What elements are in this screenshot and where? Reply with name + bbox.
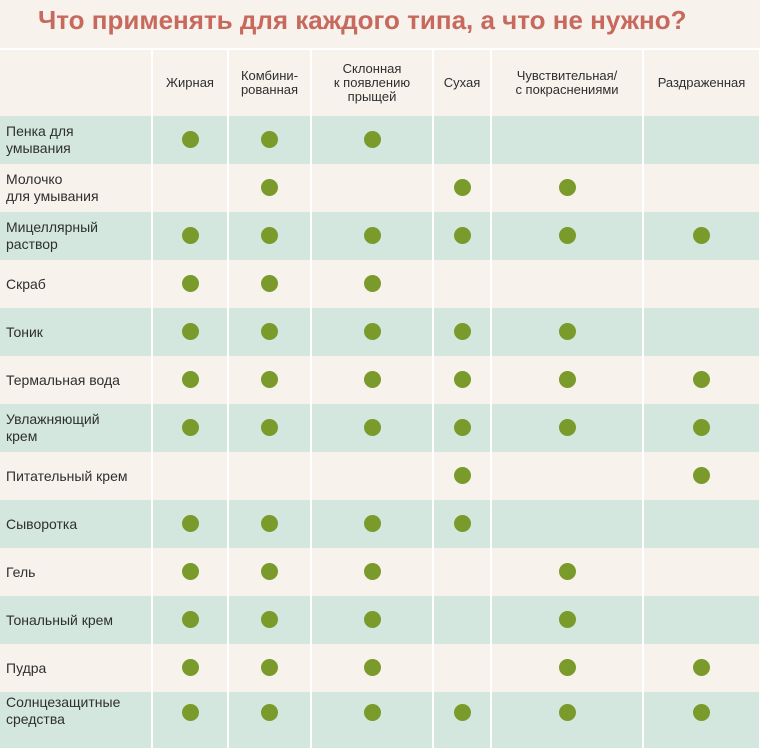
header-row xyxy=(0,49,760,116)
recommended-dot-icon xyxy=(182,323,199,340)
table-cell xyxy=(311,644,433,692)
recommended-dot-icon xyxy=(261,227,278,244)
recommended-dot-icon xyxy=(364,704,381,721)
table-cell xyxy=(643,692,760,748)
recommended-dot-icon xyxy=(364,131,381,148)
table-cell xyxy=(433,308,491,356)
recommended-dot-icon xyxy=(454,323,471,340)
recommended-dot-icon xyxy=(182,563,199,580)
recommended-dot-icon xyxy=(364,563,381,580)
table-cell xyxy=(152,548,228,596)
table-cell xyxy=(491,500,643,548)
table-cell xyxy=(643,644,760,692)
table-row xyxy=(0,596,760,644)
table-cell xyxy=(433,500,491,548)
table-cell xyxy=(152,500,228,548)
column-header: Комбини- рованная xyxy=(228,49,311,116)
column-header: Раздраженная xyxy=(643,49,760,116)
recommended-dot-icon xyxy=(454,227,471,244)
product-name: Термальная вода xyxy=(0,356,152,404)
recommended-dot-icon xyxy=(693,227,710,244)
recommended-dot-icon xyxy=(261,704,278,721)
table-cell xyxy=(311,164,433,212)
table-row xyxy=(0,116,760,164)
table-cell xyxy=(311,356,433,404)
recommended-dot-icon xyxy=(364,323,381,340)
table-cell xyxy=(311,404,433,452)
recommended-dot-icon xyxy=(559,371,576,388)
table-cell xyxy=(228,116,311,164)
table-cell xyxy=(152,404,228,452)
column-header: Сухая xyxy=(433,49,491,116)
table-row xyxy=(0,164,760,212)
table-cell xyxy=(433,212,491,260)
table-cell xyxy=(152,692,228,748)
table-cell xyxy=(433,260,491,308)
product-name: Тональный крем xyxy=(0,596,152,644)
recommended-dot-icon xyxy=(182,131,199,148)
column-header: Жирная xyxy=(152,49,228,116)
recommended-dot-icon xyxy=(182,371,199,388)
table-cell xyxy=(491,596,643,644)
recommended-dot-icon xyxy=(261,515,278,532)
product-name: Молочко для умывания xyxy=(0,164,152,212)
table-cell xyxy=(433,596,491,644)
recommended-dot-icon xyxy=(454,371,471,388)
recommended-dot-icon xyxy=(364,275,381,292)
table-cell xyxy=(228,356,311,404)
product-name: Питательный крем xyxy=(0,452,152,500)
recommended-dot-icon xyxy=(454,179,471,196)
recommended-dot-icon xyxy=(182,611,199,628)
table-cell xyxy=(643,308,760,356)
table-cell xyxy=(643,212,760,260)
table-row xyxy=(0,692,760,748)
header-corner xyxy=(0,49,152,116)
table-cell xyxy=(491,644,643,692)
table-cell xyxy=(228,596,311,644)
table-cell xyxy=(491,308,643,356)
table-cell xyxy=(228,548,311,596)
recommended-dot-icon xyxy=(261,611,278,628)
recommended-dot-icon xyxy=(693,659,710,676)
table-cell xyxy=(643,260,760,308)
table-cell xyxy=(433,692,491,748)
table-cell xyxy=(491,452,643,500)
table-cell xyxy=(311,500,433,548)
column-header: Склонная к появлению прыщей xyxy=(311,49,433,116)
recommended-dot-icon xyxy=(454,467,471,484)
recommended-dot-icon xyxy=(182,275,199,292)
product-name: Пенка для умывания xyxy=(0,116,152,164)
product-name: Пудра xyxy=(0,644,152,692)
recommended-dot-icon xyxy=(364,419,381,436)
table-cell xyxy=(491,404,643,452)
table-cell xyxy=(311,212,433,260)
recommended-dot-icon xyxy=(559,179,576,196)
table-cell xyxy=(643,404,760,452)
product-name: Мицеллярный раствор xyxy=(0,212,152,260)
table-row xyxy=(0,548,760,596)
table-cell xyxy=(491,692,643,748)
table-cell xyxy=(433,116,491,164)
table-cell xyxy=(643,356,760,404)
recommended-dot-icon xyxy=(364,227,381,244)
table-row xyxy=(0,404,760,452)
table-cell xyxy=(152,164,228,212)
recommended-dot-icon xyxy=(261,275,278,292)
table-cell xyxy=(643,164,760,212)
recommended-dot-icon xyxy=(559,323,576,340)
table-cell xyxy=(228,308,311,356)
recommended-dot-icon xyxy=(559,659,576,676)
recommended-dot-icon xyxy=(454,704,471,721)
product-name: Тоник xyxy=(0,308,152,356)
table-cell xyxy=(228,500,311,548)
recommended-dot-icon xyxy=(182,659,199,676)
table-cell xyxy=(152,596,228,644)
table-cell xyxy=(311,260,433,308)
table-cell xyxy=(433,356,491,404)
table-cell xyxy=(228,212,311,260)
recommended-dot-icon xyxy=(182,419,199,436)
recommended-dot-icon xyxy=(454,419,471,436)
table-cell xyxy=(433,404,491,452)
recommended-dot-icon xyxy=(559,611,576,628)
product-name: Гель xyxy=(0,548,152,596)
table-row xyxy=(0,260,760,308)
recommended-dot-icon xyxy=(693,704,710,721)
table-row xyxy=(0,644,760,692)
product-name: Сыворотка xyxy=(0,500,152,548)
recommended-dot-icon xyxy=(261,323,278,340)
recommended-dot-icon xyxy=(693,467,710,484)
table-cell xyxy=(491,212,643,260)
recommended-dot-icon xyxy=(261,371,278,388)
table-row xyxy=(0,356,760,404)
table-cell xyxy=(433,164,491,212)
table-cell xyxy=(311,308,433,356)
table-cell xyxy=(228,644,311,692)
recommended-dot-icon xyxy=(261,659,278,676)
recommended-dot-icon xyxy=(454,515,471,532)
table-cell xyxy=(228,692,311,748)
table-cell xyxy=(643,548,760,596)
table-row xyxy=(0,308,760,356)
recommended-dot-icon xyxy=(261,563,278,580)
table-row xyxy=(0,500,760,548)
product-name: Увлажняющий крем xyxy=(0,404,152,452)
column-header: Чувствительная/ с покраснениями xyxy=(491,49,643,116)
recommended-dot-icon xyxy=(364,659,381,676)
table-cell xyxy=(433,548,491,596)
recommended-dot-icon xyxy=(261,419,278,436)
table-cell xyxy=(152,116,228,164)
table-cell xyxy=(491,164,643,212)
table-cell xyxy=(491,260,643,308)
table-cell xyxy=(491,548,643,596)
recommended-dot-icon xyxy=(559,704,576,721)
table-cell xyxy=(643,596,760,644)
table-cell xyxy=(643,500,760,548)
table-cell xyxy=(152,260,228,308)
recommended-dot-icon xyxy=(559,227,576,244)
recommended-dot-icon xyxy=(364,515,381,532)
table-cell xyxy=(228,164,311,212)
table-row xyxy=(0,452,760,500)
table-cell xyxy=(491,356,643,404)
recommended-dot-icon xyxy=(693,419,710,436)
skin-type-table xyxy=(0,48,760,748)
product-name: Скраб xyxy=(0,260,152,308)
table-cell xyxy=(228,260,311,308)
recommended-dot-icon xyxy=(559,563,576,580)
recommended-dot-icon xyxy=(559,419,576,436)
table-cell xyxy=(311,692,433,748)
table-cell xyxy=(433,452,491,500)
table-cell xyxy=(311,116,433,164)
recommended-dot-icon xyxy=(364,371,381,388)
recommended-dot-icon xyxy=(364,611,381,628)
recommended-dot-icon xyxy=(182,704,199,721)
table-cell xyxy=(311,596,433,644)
table-cell xyxy=(311,548,433,596)
table-cell xyxy=(433,644,491,692)
page-title: Что применять для каждого типа, а что не нужно? xyxy=(38,5,687,35)
table-cell xyxy=(152,308,228,356)
table-cell xyxy=(228,404,311,452)
table-cell xyxy=(228,452,311,500)
recommended-dot-icon xyxy=(182,227,199,244)
table-row xyxy=(0,212,760,260)
product-name: Солнцезащитные средства xyxy=(0,692,152,748)
table-cell xyxy=(152,356,228,404)
table-cell xyxy=(643,116,760,164)
recommended-dot-icon xyxy=(261,131,278,148)
recommended-dot-icon xyxy=(182,515,199,532)
table-cell xyxy=(311,452,433,500)
recommended-dot-icon xyxy=(693,371,710,388)
table-cell xyxy=(491,116,643,164)
table-cell xyxy=(152,452,228,500)
table-cell xyxy=(643,452,760,500)
recommended-dot-icon xyxy=(261,179,278,196)
table-cell xyxy=(152,212,228,260)
table-cell xyxy=(152,644,228,692)
